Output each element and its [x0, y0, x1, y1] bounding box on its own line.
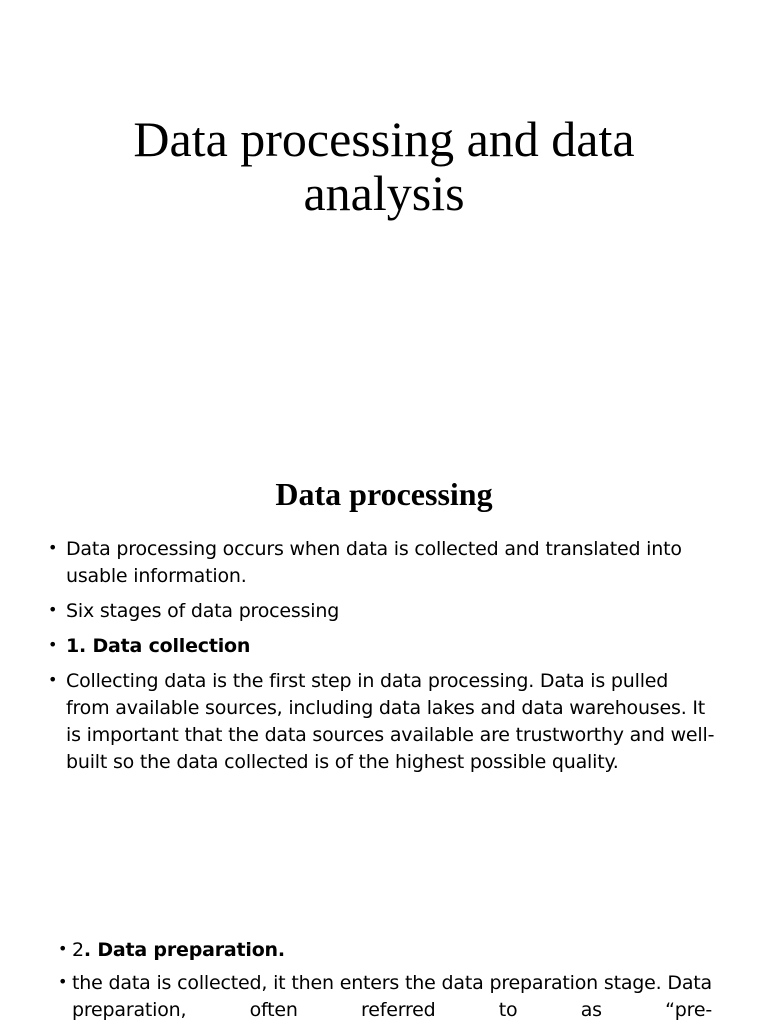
bullet-marker: • [48, 635, 58, 654]
list-item [56, 937, 712, 964]
list-item [44, 536, 716, 590]
bullet-marker: • [58, 939, 68, 958]
bullet-text: Six stages of data processing [66, 600, 340, 622]
list-item [56, 970, 712, 1024]
slide-data-processing [0, 430, 768, 860]
bullet-marker: • [58, 972, 68, 991]
bullet-text: Data processing occurs when data is collected and translated into usable information. [66, 538, 682, 587]
bullet-text-bold: . Data preparation. [83, 939, 285, 961]
slide-title [0, 0, 768, 430]
bullet-text: the data is collected, it then enters the data preparation stage. Data preparation, often referred to as “pre- [72, 972, 712, 1021]
presentation-title [60, 112, 708, 220]
list-item [44, 598, 716, 625]
bullet-marker: • [48, 538, 58, 557]
title-line-2: analysis [303, 165, 465, 221]
slide-data-preparation [0, 915, 768, 1024]
section-heading: Data processing [275, 476, 493, 512]
bullet-number: 2 [72, 939, 84, 961]
bullet-text: Collecting data is the first step in data processing. Data is pulled from available sources, including data lakes and data warehouses. It is important that the data sources available are trustworthy and well-built so the data collected is of the highest possible quality. [66, 670, 715, 773]
bullet-marker: • [48, 670, 58, 689]
bullet-list [44, 536, 716, 784]
bullet-marker: • [48, 600, 58, 619]
bullet-text-bold: 1. Data collection [66, 635, 251, 657]
list-item [44, 668, 716, 776]
title-line-1: Data processing and data [133, 111, 635, 167]
bullet-list [56, 937, 712, 1024]
list-item [44, 633, 716, 660]
